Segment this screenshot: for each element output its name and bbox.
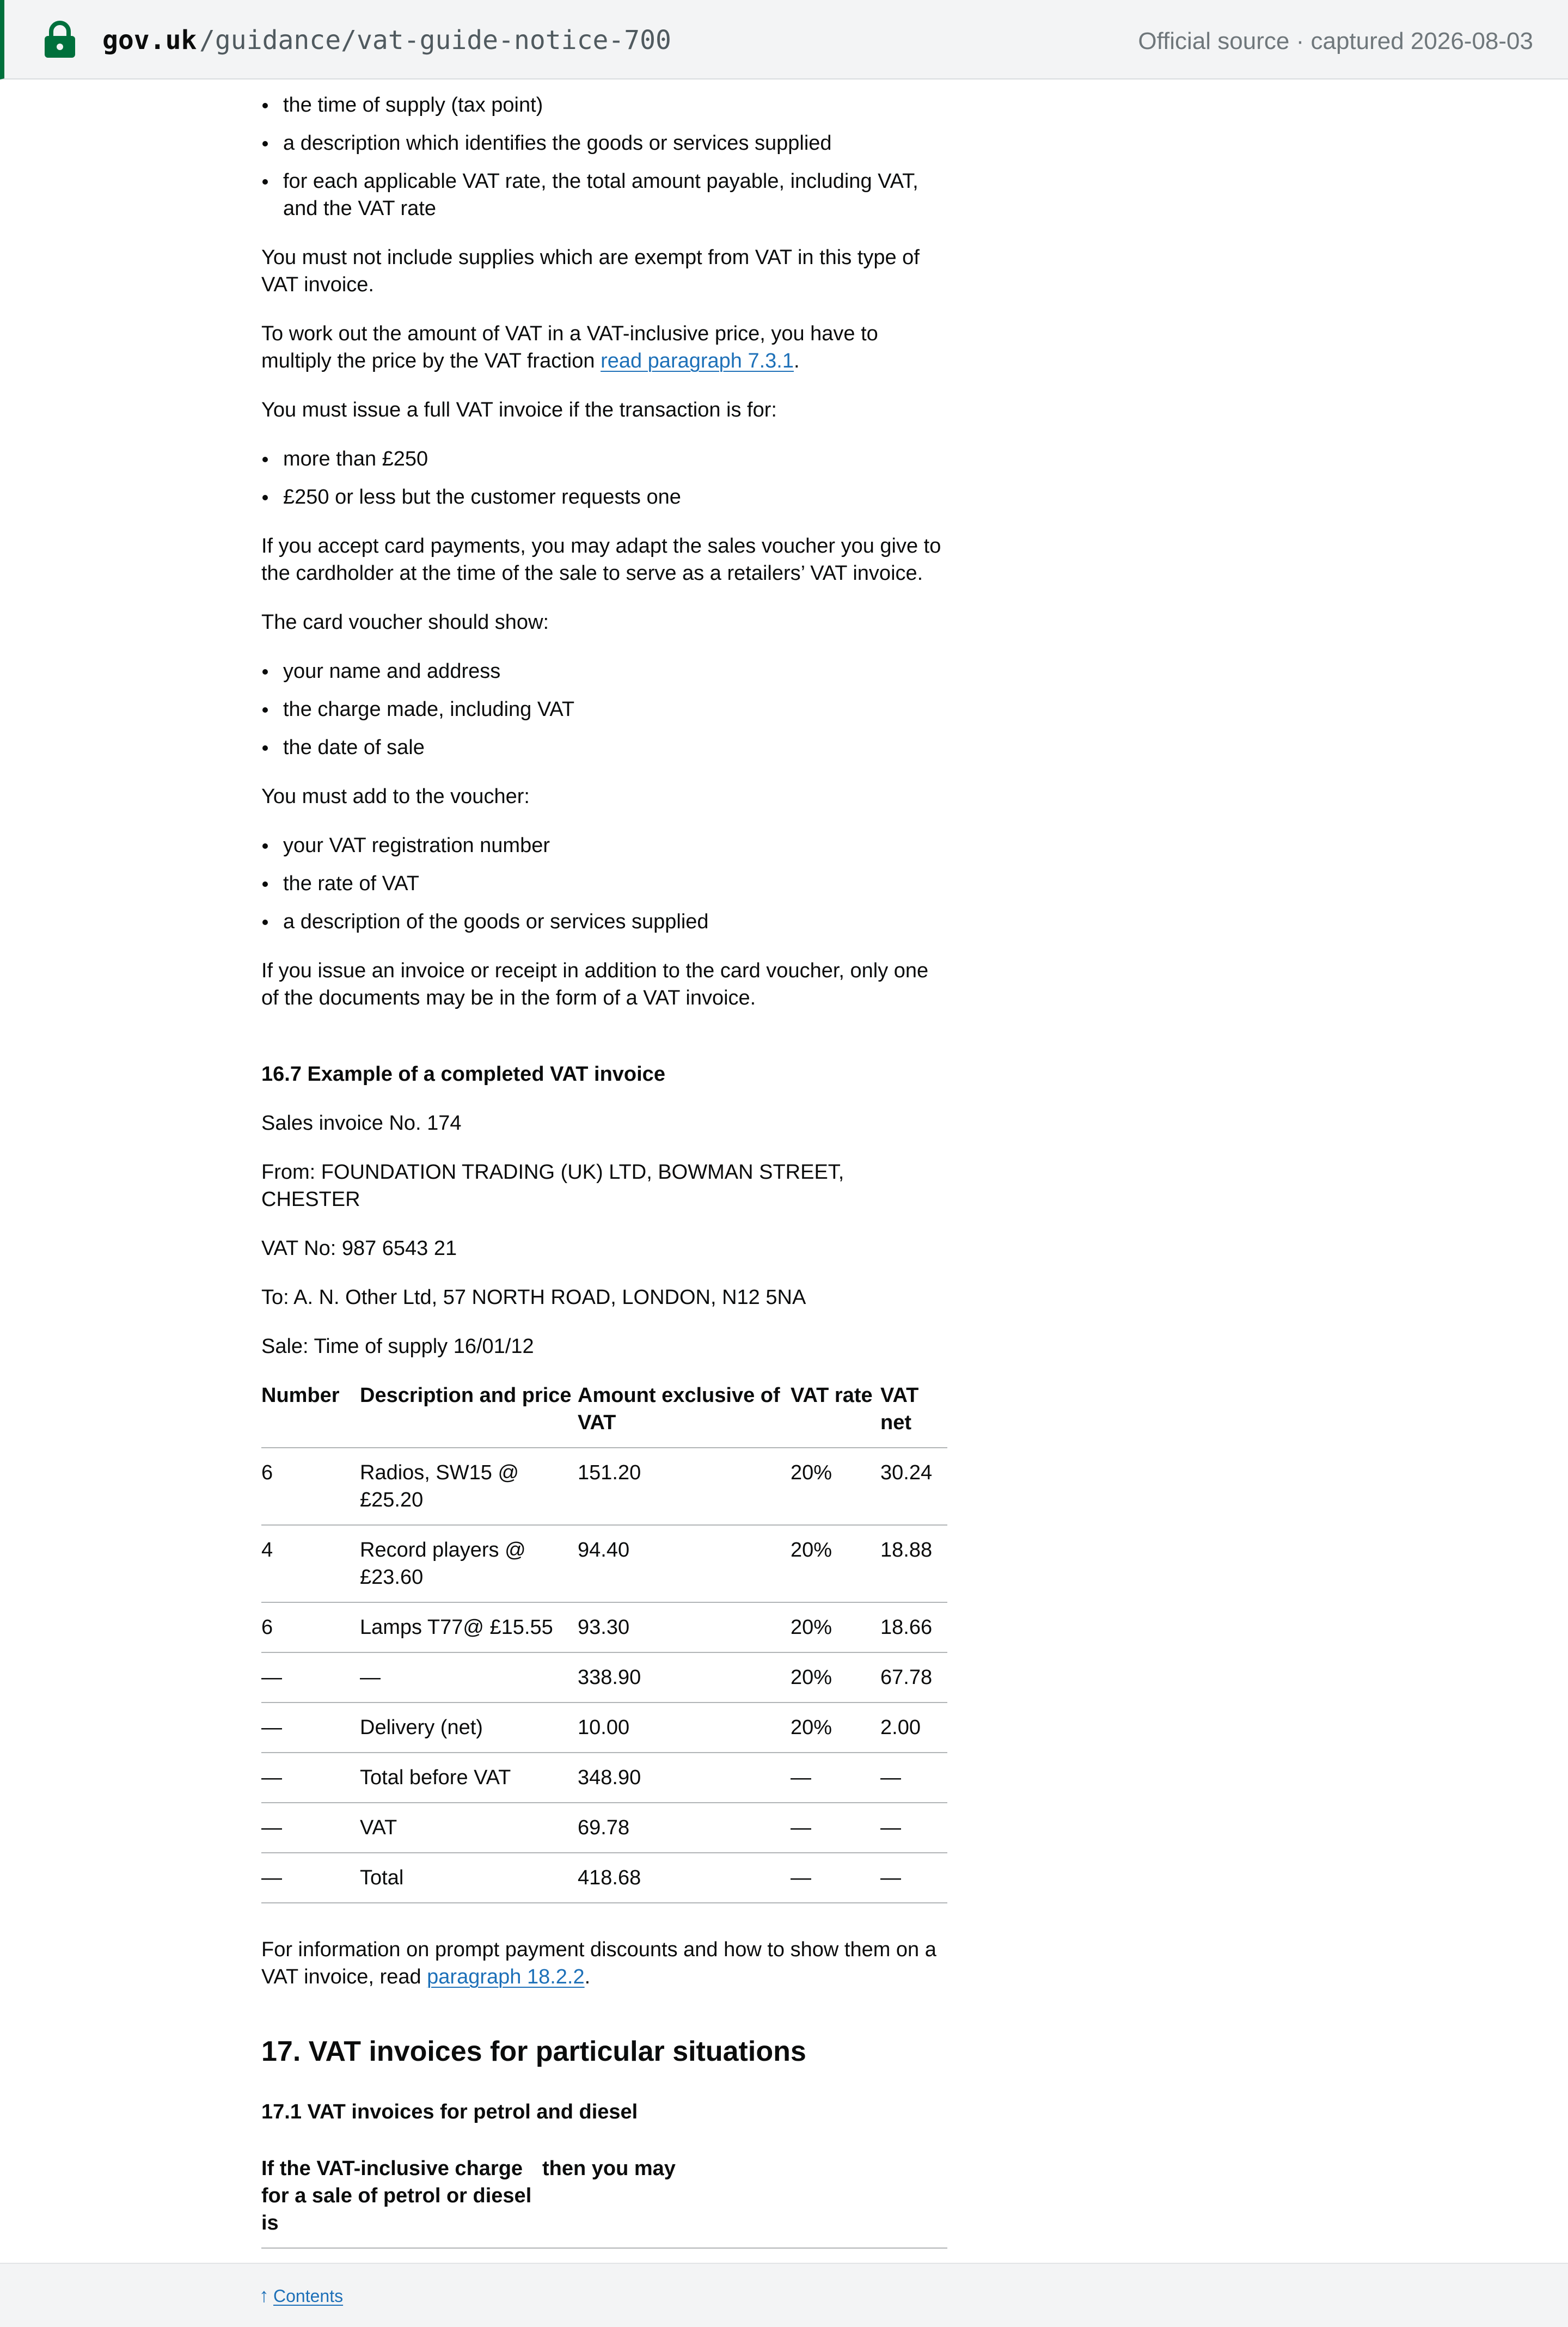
contents-label: Contents [273, 2286, 344, 2306]
table-cell: — [791, 1753, 880, 1803]
invoice-to: To: A. N. Other Ltd, 57 NORTH ROAD, LONDON, N12 5NA [261, 1286, 806, 1309]
list-item: the time of supply (tax point) [261, 91, 947, 119]
table-cell: 93.30 [578, 1602, 791, 1652]
table-cell: 348.90 [578, 1753, 791, 1803]
voucher-show-list [261, 658, 947, 761]
table-cell: 6 [261, 1448, 360, 1525]
paragraph-receipt: If you issue an invoice or receipt in addition to the card voucher, only one of the documents may be in the form of a VAT invoice. [261, 959, 929, 1009]
table-header-row [261, 1382, 947, 1448]
table-cell: — [261, 1803, 360, 1853]
paragraph-prompt-payment: For information on prompt payment discounts and how to show them on a VAT invoice, read paragraph 18.2.2. [261, 1938, 936, 1988]
column-header: If the VAT-inclusive charge for a sale of petrol or diesel is [261, 2155, 542, 2248]
column-header: Description and price [360, 1382, 578, 1448]
table-cell: — [791, 1803, 880, 1853]
table-cell: 20% [791, 1703, 880, 1753]
table-cell: — [880, 1753, 947, 1803]
list-item: the charge made, including VAT [261, 696, 947, 723]
list-item: the rate of VAT [261, 870, 947, 897]
invoice-vat-no: VAT No: 987 6543 21 [261, 1237, 457, 1260]
link-paragraph-18-2-2[interactable]: paragraph 18.2.2 [427, 1965, 585, 1988]
full-invoice-list [261, 445, 947, 511]
heading-16-7: 16.7 Example of a completed VAT invoice [261, 1063, 665, 1086]
invoice-time-of-supply: Sale: Time of supply 16/01/12 [261, 1335, 534, 1358]
column-header: then you may [542, 2155, 947, 2248]
table-cell: 10.00 [578, 1703, 791, 1753]
table-cell: — [791, 1853, 880, 1903]
table-cell: 20% [791, 1602, 880, 1652]
list-item: a description of the goods or services supplied [261, 908, 947, 935]
table-row [261, 1853, 947, 1903]
voucher-add-list [261, 832, 947, 935]
list-item: for each applicable VAT rate, the total amount payable, including VAT, and the VAT rate [261, 168, 947, 222]
table-cell: 2.00 [880, 1703, 947, 1753]
table-cell: Delivery (net) [360, 1703, 578, 1753]
list-item: more than £250 [261, 445, 947, 473]
table-cell: 4 [261, 1525, 360, 1602]
table-cell: — [261, 1703, 360, 1753]
table-cell: — [880, 1853, 947, 1903]
paragraph-card-payments: If you accept card payments, you may adapt the sales voucher you give to the cardholder at the time of the sale to serve as a retailers’ VAT invoice. [261, 535, 941, 585]
table-cell: Radios, SW15 @ £25.20 [360, 1448, 578, 1525]
table-cell: Total [360, 1853, 578, 1903]
paragraph-vat-fraction: To work out the amount of VAT in a VAT-inclusive price, you have to multiply the price by the VAT fraction read paragraph 7.3.1. [261, 322, 878, 372]
table-cell: 151.20 [578, 1448, 791, 1525]
list-item: £250 or less but the customer requests one [261, 483, 947, 511]
table-cell: — [261, 1853, 360, 1903]
list-item: your name and address [261, 658, 947, 685]
table-cell: — [261, 1652, 360, 1703]
table-cell: 30.24 [880, 1448, 947, 1525]
table-cell: Total before VAT [360, 1753, 578, 1803]
table-cell: — [360, 1652, 578, 1703]
site-domain: gov.uk [102, 25, 197, 56]
table-cell: 18.66 [880, 1602, 947, 1652]
table-cell: 6 [261, 1602, 360, 1652]
list-item: the date of sale [261, 734, 947, 761]
table-cell: 18.88 [880, 1525, 947, 1602]
table-row [261, 1602, 947, 1652]
table-cell: — [261, 1753, 360, 1803]
top-bar [0, 0, 1568, 79]
table-row [261, 1753, 947, 1803]
table-row [261, 1448, 947, 1525]
table-cell: 69.78 [578, 1803, 791, 1853]
paragraph-voucher-add: You must add to the voucher: [261, 785, 530, 808]
column-header: VAT net [880, 1382, 947, 1448]
table-cell: 20% [791, 1652, 880, 1703]
table-cell: VAT [360, 1803, 578, 1853]
invoice-number: Sales invoice No. 174 [261, 1112, 462, 1135]
column-header: Number [261, 1382, 360, 1448]
lock-icon [42, 21, 77, 59]
link-paragraph-7-3-1[interactable]: read paragraph 7.3.1 [601, 350, 794, 372]
paragraph-full-invoice: You must issue a full VAT invoice if the transaction is for: [261, 399, 777, 421]
column-header: Amount exclusive of VAT [578, 1382, 791, 1448]
table-cell: Record players @ £23.60 [360, 1525, 578, 1602]
table-cell: 338.90 [578, 1652, 791, 1703]
table-row [261, 1652, 947, 1703]
list-item: a description which identifies the goods or services supplied [261, 130, 947, 157]
table-cell: Lamps T77@ £15.55 [360, 1602, 578, 1652]
table-cell: 418.68 [578, 1853, 791, 1903]
source-note: Official source · captured 2026-08-03 [1138, 28, 1533, 54]
arrow-up-icon: ↑ [259, 2284, 269, 2306]
bottom-bar [0, 2263, 1568, 2327]
invoice-from: From: FOUNDATION TRADING (UK) LTD, BOWMAN STREET, CHESTER [261, 1161, 844, 1211]
heading-section-17: 17. VAT invoices for particular situations [261, 2036, 806, 2067]
table-cell: 20% [791, 1448, 880, 1525]
column-header: VAT rate [791, 1382, 880, 1448]
list-item: your VAT registration number [261, 832, 947, 859]
contents-link[interactable] [259, 2285, 343, 2307]
invoice-table [261, 1382, 947, 1903]
table-cell: 67.78 [880, 1652, 947, 1703]
invoice-details-list [261, 91, 947, 222]
table-cell: — [880, 1803, 947, 1853]
table-row [261, 1803, 947, 1853]
main-content [261, 91, 947, 2298]
heading-17-1: 17.1 VAT invoices for petrol and diesel [261, 2101, 638, 2123]
table-row [261, 1525, 947, 1602]
table-cell: 94.40 [578, 1525, 791, 1602]
table-row [261, 1703, 947, 1753]
table-header-row [261, 2155, 947, 2248]
table-cell: 20% [791, 1525, 880, 1602]
paragraph-exempt: You must not include supplies which are exempt from VAT in this type of VAT invoice. [261, 246, 920, 296]
url-path: /guidance/vat-guide-notice-700 [199, 25, 671, 56]
paragraph-voucher-show: The card voucher should show: [261, 611, 549, 634]
